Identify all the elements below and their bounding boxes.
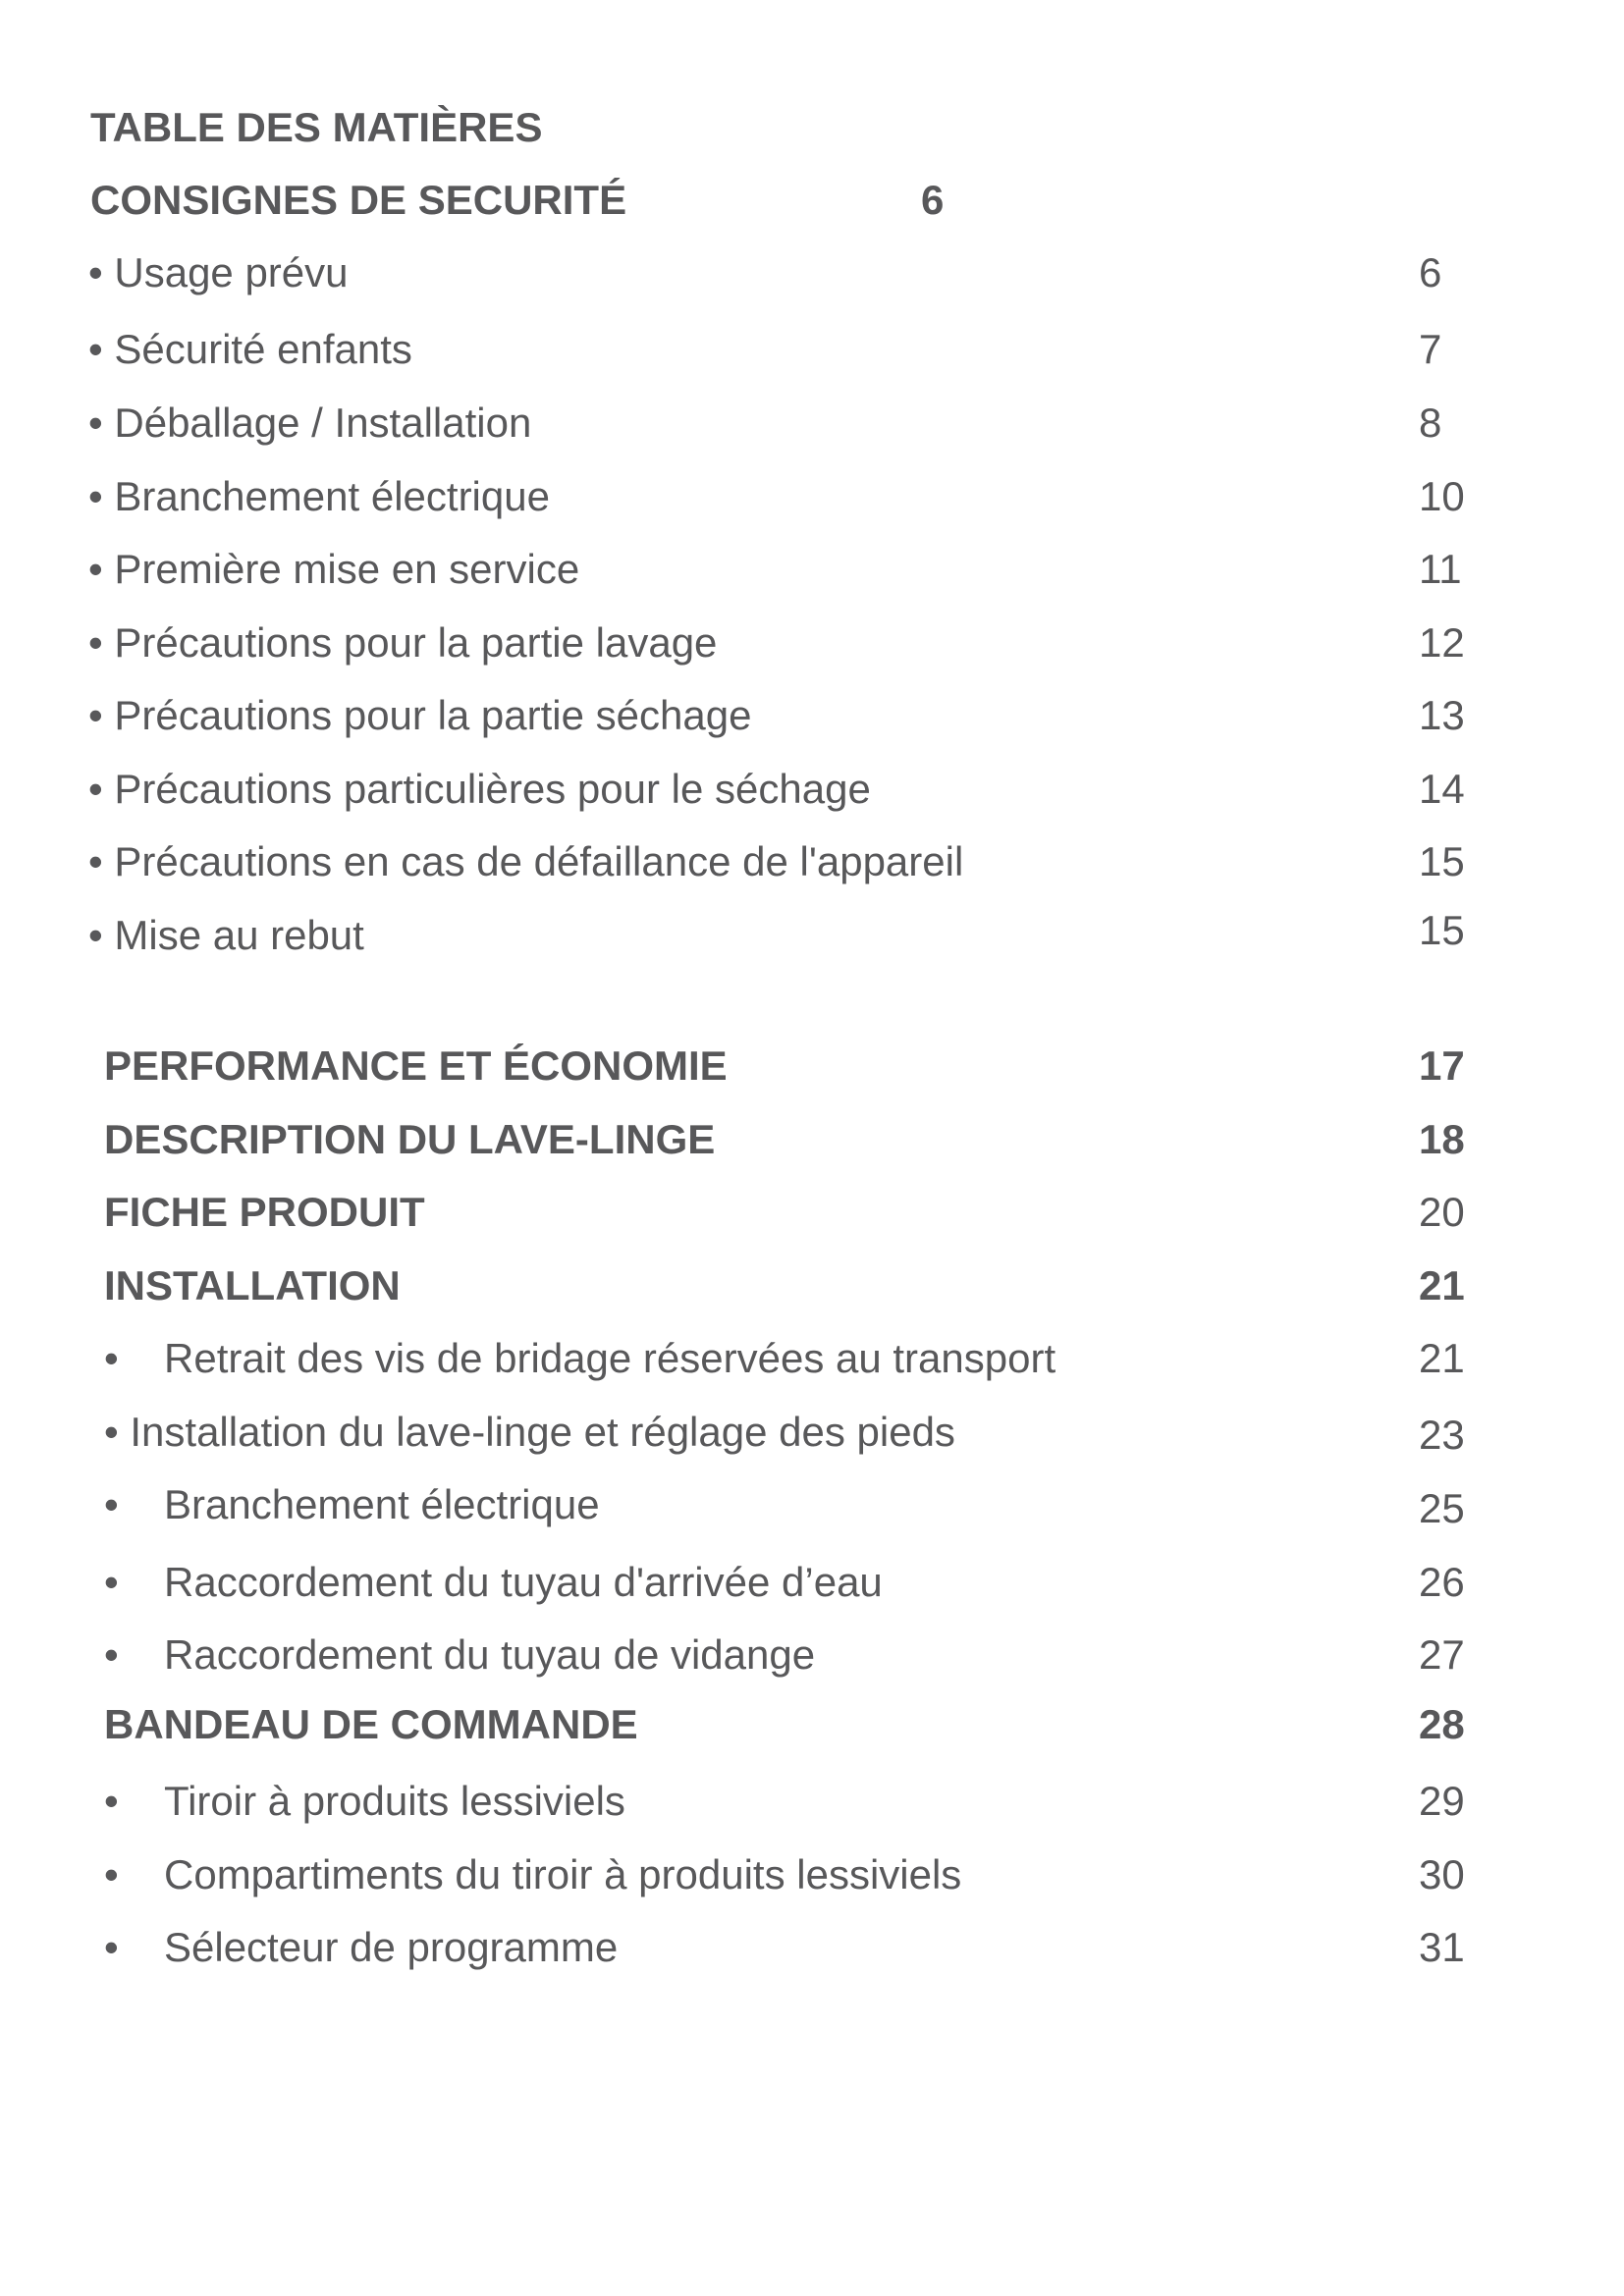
toc-item-page: 26	[1419, 1559, 1465, 1605]
toc-item-precautions-particulieres: • Précautions particulières pour le séchage	[88, 766, 871, 812]
toc-item-page: 27	[1419, 1631, 1465, 1678]
section-page-installation: 21	[1419, 1262, 1465, 1308]
section-heading-performance: PERFORMANCE ET ÉCONOMIE	[104, 1042, 728, 1089]
toc-item-installation-pieds: • Installation du lave-linge et réglage des pieds	[104, 1409, 955, 1455]
toc-item-page: 13	[1419, 692, 1465, 738]
bullet: •	[104, 1778, 119, 1824]
toc-item-page: 12	[1419, 619, 1465, 666]
bullet: •	[104, 1559, 119, 1605]
toc-item-page: 15	[1419, 838, 1465, 884]
toc-item-retrait-vis: Retrait des vis de bridage réservées au transport	[164, 1335, 1056, 1381]
toc-item-page: 8	[1419, 400, 1442, 446]
toc-item-page: 25	[1419, 1485, 1465, 1531]
toc-item-page: 29	[1419, 1778, 1465, 1824]
toc-item-page: 6	[1419, 249, 1442, 295]
bullet: •	[104, 1851, 119, 1897]
section-heading-installation: INSTALLATION	[104, 1262, 401, 1308]
toc-item-page: 21	[1419, 1335, 1465, 1381]
section-heading-fiche-produit: FICHE PRODUIT	[104, 1189, 425, 1235]
bullet: •	[104, 1481, 119, 1527]
toc-item-tiroir: Tiroir à produits lessiviels	[164, 1778, 625, 1824]
section-heading-consignes: CONSIGNES DE SECURITÉ	[90, 177, 627, 223]
section-heading-bandeau: BANDEAU DE COMMANDE	[104, 1701, 638, 1747]
section-page-performance: 17	[1419, 1042, 1465, 1089]
section-page-description: 18	[1419, 1116, 1465, 1162]
bullet: •	[104, 1631, 119, 1678]
toc-title: TABLE DES MATIÈRES	[90, 104, 543, 150]
toc-item-vidange: Raccordement du tuyau de vidange	[164, 1631, 816, 1678]
bullet: •	[104, 1924, 119, 1970]
toc-item-branchement: • Branchement électrique	[88, 473, 550, 519]
toc-item-precautions-lavage: • Précautions pour la partie lavage	[88, 619, 718, 666]
toc-item-page: 30	[1419, 1851, 1465, 1897]
toc-item-premiere-mise: • Première mise en service	[88, 546, 580, 592]
section-page-consignes: 6	[921, 177, 945, 223]
bullet: •	[104, 1335, 119, 1381]
section-heading-description: DESCRIPTION DU LAVE-LINGE	[104, 1116, 716, 1162]
toc-item-mise-au-rebut: • Mise au rebut	[88, 912, 364, 958]
toc-item-page: 15	[1419, 907, 1465, 953]
section-page-fiche-produit: 20	[1419, 1189, 1465, 1235]
toc-item-page: 7	[1419, 326, 1442, 372]
toc-item-compartiments: Compartiments du tiroir à produits lessiviels	[164, 1851, 962, 1897]
toc-item-page: 10	[1419, 473, 1465, 519]
toc-item-precautions-defaillance: • Précautions en cas de défaillance de l'appareil	[88, 838, 964, 884]
toc-item-page: 11	[1419, 546, 1462, 592]
toc-item-page: 23	[1419, 1412, 1465, 1458]
toc-item-selecteur: Sélecteur de programme	[164, 1924, 619, 1970]
toc-item-page: 31	[1419, 1924, 1465, 1970]
section-page-bandeau: 28	[1419, 1701, 1465, 1747]
toc-item-page: 14	[1419, 766, 1465, 812]
toc-item-usage-prevu: • Usage prévu	[88, 249, 349, 295]
toc-item-deballage: • Déballage / Installation	[88, 400, 532, 446]
toc-item-arrivee-eau: Raccordement du tuyau d'arrivée d’eau	[164, 1559, 883, 1605]
toc-item-branchement-electrique: Branchement électrique	[164, 1481, 600, 1527]
toc-item-securite-enfants: • Sécurité enfants	[88, 326, 412, 372]
toc-item-precautions-sechage: • Précautions pour la partie séchage	[88, 692, 752, 738]
